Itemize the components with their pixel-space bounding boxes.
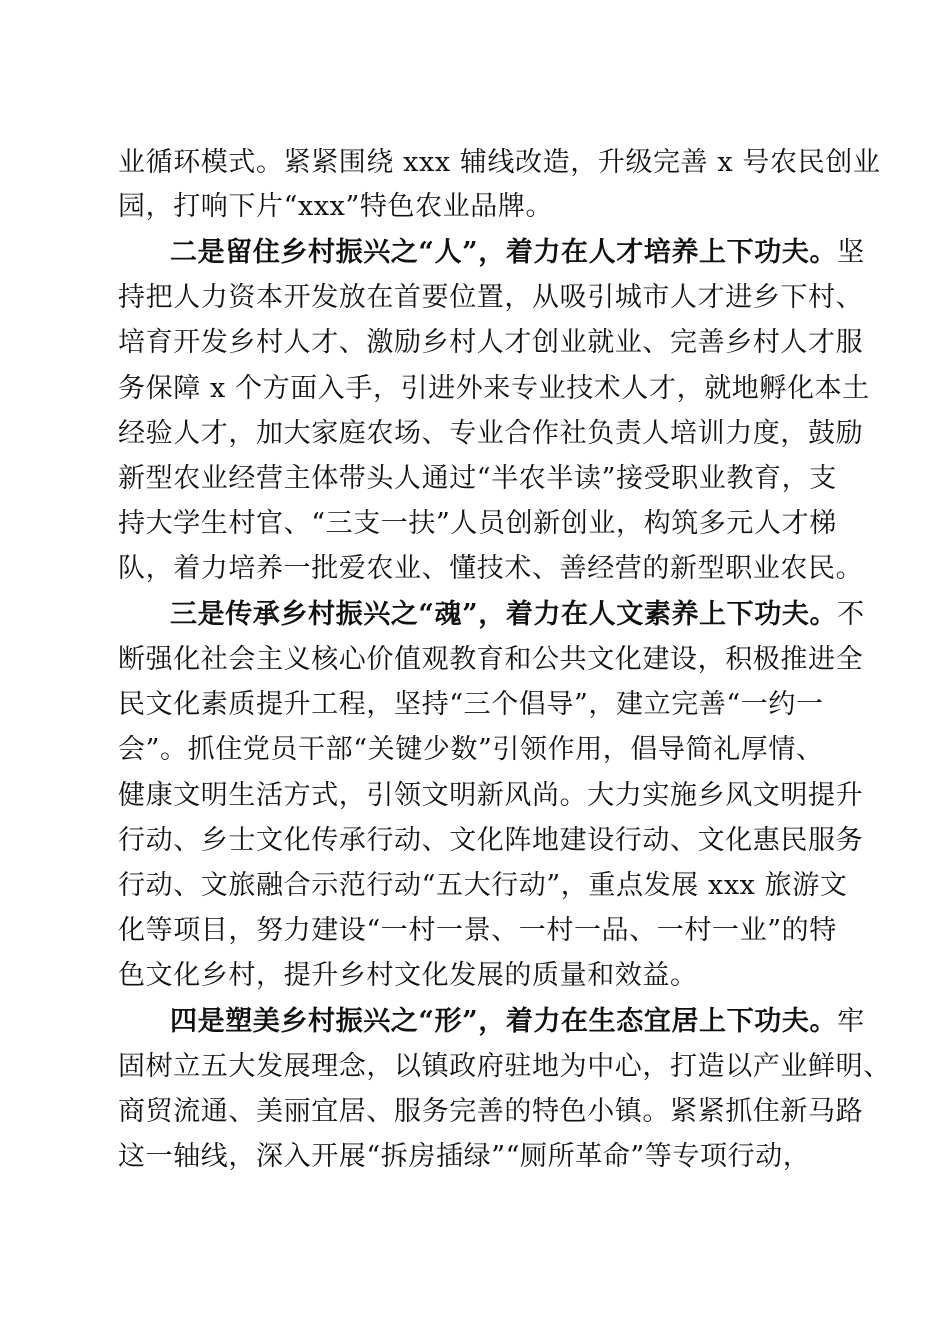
paragraph-4-first-line xyxy=(170,1004,865,1040)
body-line-17: 行动、文旅融合示范行动“五大行动”，重点发展 xxx 旅游文 xyxy=(118,870,848,901)
body-line-15: 健康文明生活方式，引领文明新风尚。大力实施乡风文明提升 xyxy=(118,780,864,811)
body-line-21: 固树立五大发展理念，以镇政府驻地为中心，打造以产业鲜明、 xyxy=(118,1051,891,1082)
body-line-9: 持大学生村官、“三支一扶”人员创新创业，构筑多元人才梯 xyxy=(118,508,837,539)
paragraph-2-first-line xyxy=(170,235,865,271)
body-line-4: 持把人力资本开发放在首要位置，从吸引城市人才进乡下村、 xyxy=(118,282,864,313)
body-line-7: 经验人才，加大家庭农场、专业合作社负责人培训力度，鼓励 xyxy=(118,418,864,449)
paragraph-4-heading: 四是塑美乡村振兴之“形”，着力在生态宜居上下功夫。 xyxy=(170,1006,838,1037)
body-line-23: 这一轴线，深入开展“拆房插绿”“厕所革命”等专项行动， xyxy=(118,1141,811,1172)
body-line-18: 化等项目，努力建设“一村一景、一村一品、一村一业”的特 xyxy=(118,915,837,946)
body-line-12: 断强化社会主义核心价值观教育和公共文化建设，积极推进全 xyxy=(118,644,864,675)
body-line-5: 培育开发乡村人才、激励乡村人才创业就业、完善乡村人才服 xyxy=(118,327,864,358)
body-line-1: 业循环模式。紧紧围绕 xxx 辅线改造，升级完善 x 号农民创业 xyxy=(118,147,881,178)
body-line-13: 民文化素质提升工程，坚持“三个倡导”，建立完善“一约一 xyxy=(118,689,824,720)
body-line-2: 园，打响下片“xxx”特色农业品牌。 xyxy=(118,191,554,222)
body-line-19: 色文化乡村，提升乡村文化发展的质量和效益。 xyxy=(118,960,698,991)
paragraph-2-heading: 二是留住乡村振兴之“人”，着力在人才培养上下功夫。 xyxy=(170,237,838,268)
body-line-16: 行动、乡士文化传承行动、文化阵地建设行动、文化惠民服务 xyxy=(118,825,864,856)
paragraph-2-heading-tail: 坚 xyxy=(837,237,865,268)
paragraph-3-heading: 三是传承乡村振兴之“魂”，着力在人文素养上下功夫。 xyxy=(170,599,838,630)
paragraph-3-heading-tail: 不 xyxy=(837,599,865,630)
body-line-6: 务保障 x 个方面入手，引进外来专业技术人才，就地孵化本土 xyxy=(118,373,870,404)
body-line-8: 新型农业经营主体带头人通过“半农半读”接受职业教育，支 xyxy=(118,463,837,494)
paragraph-3-first-line xyxy=(170,597,865,633)
body-line-14: 会”。抓住党员干部“关键少数”引领作用，倡导简礼厚情、 xyxy=(118,734,824,765)
body-line-22: 商贸流通、美丽宜居、服务完善的特色小镇。紧紧抓住新马路 xyxy=(118,1096,864,1127)
paragraph-4-heading-tail: 牢 xyxy=(837,1006,865,1037)
body-line-10: 队，着力培养一批爱农业、懂技术、善经营的新型职业农民。 xyxy=(118,553,864,584)
